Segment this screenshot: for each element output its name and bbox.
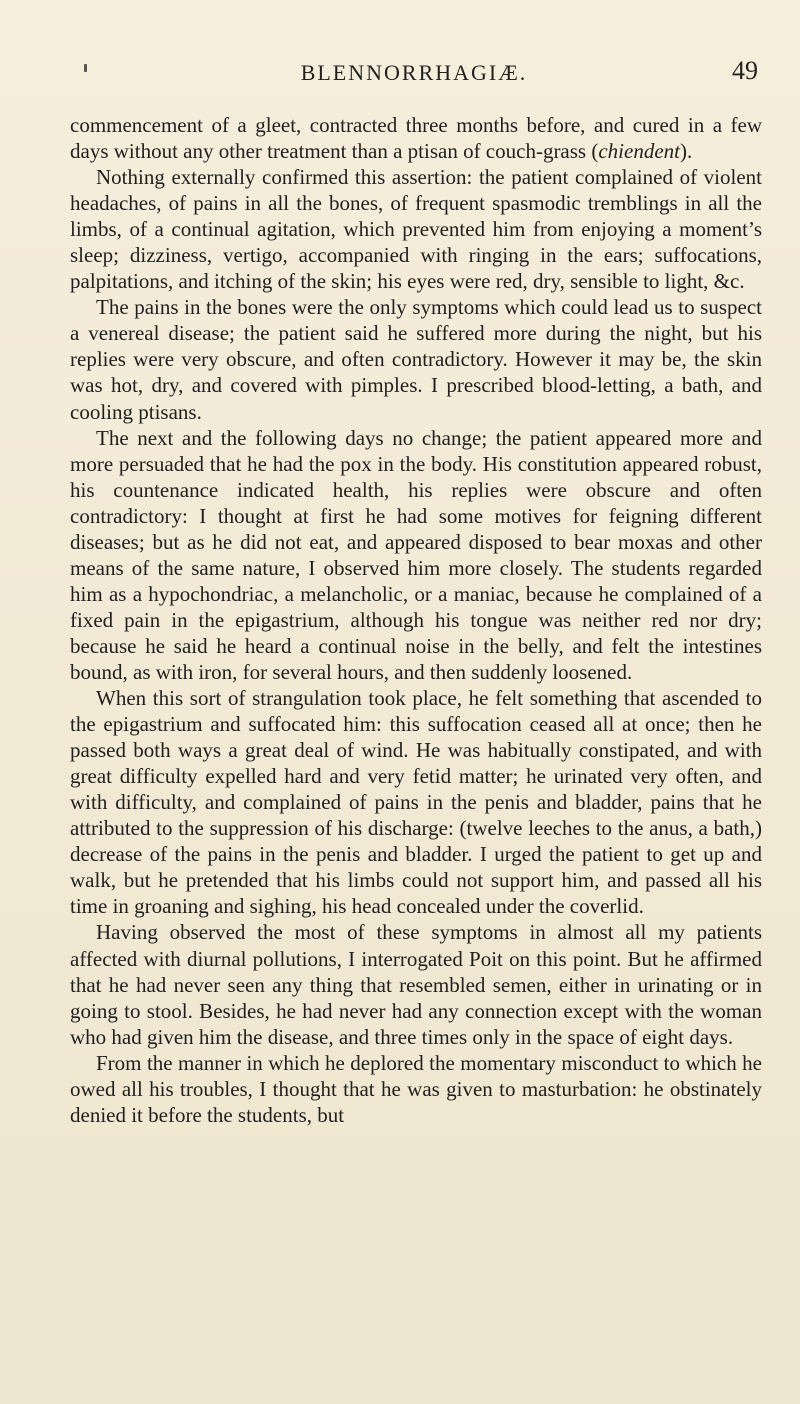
paragraph-7: From the manner in which he deplored the momentary misconduct to which he owed all his troubles, I thought that he was given to masturbation: he obstinately denied it before the students, but xyxy=(70,1050,762,1127)
paragraph-1-text: commencement of a gleet, contracted three months before, and cured in a few days without any other treatment than a ptisan of couch-grass ( xyxy=(70,113,762,164)
page-number: 49 xyxy=(732,56,758,85)
paragraph-5: When this sort of strangulation took place, he felt something that ascended to the epigastrium and suffocated him: this suffocation ceased all at once; then he passed both ways a great deal of wind. He was habitually constipated, and with great difficulty expelled hard and very fetid matter; he urinated very often, and with difficulty, and complained of pains in the penis and bladder, pains that he attributed to the suppression of his discharge: (twelve leeches to the anus, a bath,) decrease of the pains in the penis and bladder. I urged the patient to get up and walk, but he pretended that his limbs could not support him, and passed all his time in groaning and sighing, his head concealed under the coverlid. xyxy=(70,686,762,919)
paragraph-1 xyxy=(70,112,762,164)
paragraph-3: The pains in the bones were the only symptoms which could lead us to suspect a venereal disease; the patient said he suffered more during the night, but his replies were very obscure, and often contradictory. However it may be, the skin was hot, dry, and covered with pimples. I prescribed blood-letting, a bath, and cooling ptisans. xyxy=(70,295,762,424)
paragraph-1-tail: ). xyxy=(679,139,693,164)
paragraph-6: Having observed the most of these symptoms in almost all my patients affected with diurnal pollutions, I interrogated Poit on this point. But he affirmed that he had never seen any thing that resembled semen, either in urinating or in going to stool. Besides, he had never had any connection except with the woman who had given him the disease, and three times only in the space of eight days. xyxy=(70,920,762,1049)
page-header xyxy=(70,52,758,92)
running-head: BLENNORRHAGIÆ. xyxy=(300,60,528,85)
body-text xyxy=(70,112,762,1128)
paragraph-1-italic: chiendent xyxy=(598,139,680,164)
paragraph-2: Nothing externally confirmed this assertion: the patient complained of violent headaches, of pains in all the bones, of frequent spasmodic tremblings in all the limbs, of a continual agitation, which prevented him from enjoying a moment’s sleep; dizziness, vertigo, accompanied with ringing in the ears; suffocations, palpitations, and itching of the skin; his eyes were red, dry, sensible to light, &c. xyxy=(70,165,762,294)
paragraph-4: The next and the following days no change; the patient appeared more and more persuaded that he had the pox in the body. His constitution appeared robust, his countenance indicated health, his replies were obscure and often contradictory: I thought at first he had some motives for feigning different diseases; but as he did not eat, and appeared disposed to bear moxas and other means of the same nature, I observed him more closely. The students regarded him as a hypochondriac, a melancholic, or a maniac, because he complained of a fixed pain in the epigastrium, although his tongue was neither red nor dry; because he said he heard a continual noise in the belly, and felt the intestines bound, as with iron, for several hours, and then suddenly loosened. xyxy=(70,425,762,684)
